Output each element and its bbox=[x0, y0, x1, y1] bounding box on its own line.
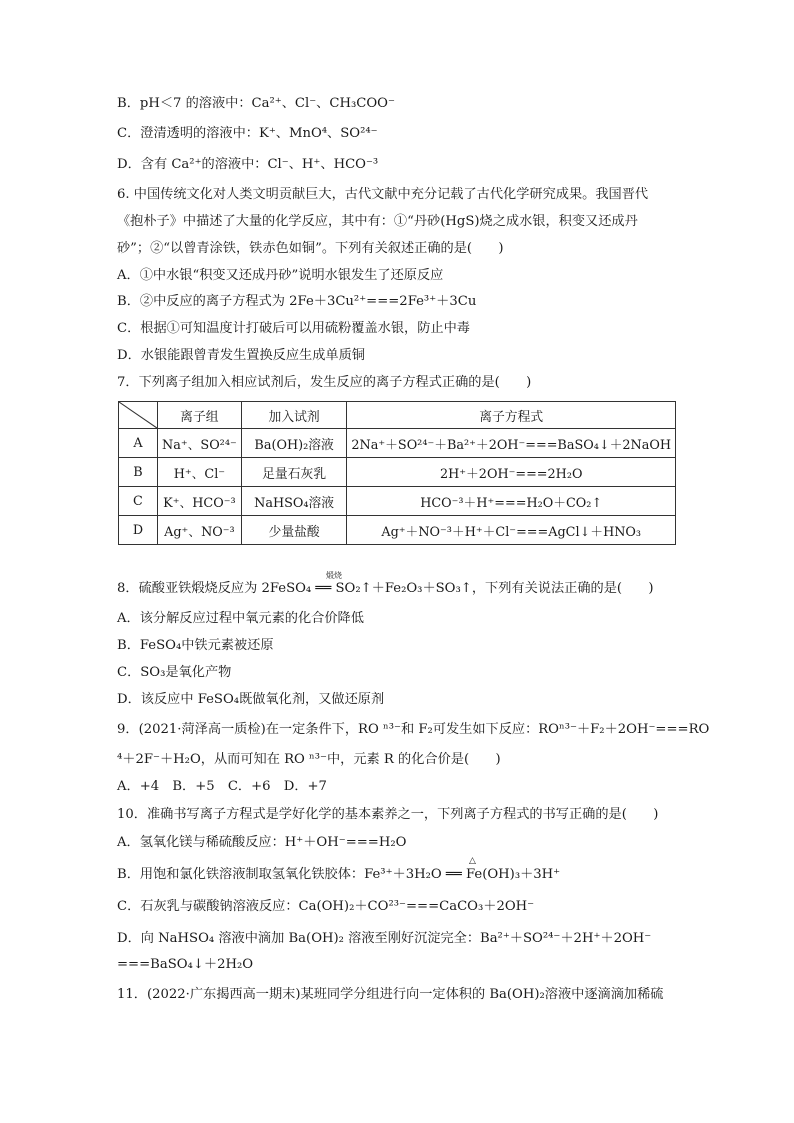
ion-group-cell: Na⁺、SO²⁴⁻ bbox=[157, 429, 241, 458]
ion-group-cell: H⁺、Cl⁻ bbox=[157, 458, 241, 487]
option-a-q6: A．①中水银“积变又还成丹砂”说明水银发生了还原反应 bbox=[117, 268, 444, 283]
option-b-q6: B．②中反应的离子方程式为 2Fe＋3Cu²⁺===2Fe³⁺＋3Cu bbox=[117, 294, 477, 309]
table-diagonal-cell bbox=[119, 402, 158, 429]
question-10-stem: 10．准确书写离子方程式是学好化学的基本素养之一，下列离子方程式的书写正确的是( ) bbox=[117, 807, 659, 822]
equation-cell: HCO⁻³＋H⁺===H₂O＋CO₂↑ bbox=[347, 487, 676, 516]
option-a-q10: A．氢氧化镁与稀硫酸反应：H⁺＋OH⁻===H₂O bbox=[117, 835, 407, 850]
option-c-q5: C．澄清透明的溶液中：K⁺、MnO⁴、SO²⁴⁻ bbox=[117, 126, 378, 141]
reagent-cell: Ba(OH)₂溶液 bbox=[241, 429, 347, 458]
option-c-q6: C．根据①可知温度计打破后可以用硫粉覆盖水银，防止中毒 bbox=[117, 321, 470, 336]
row-label: C bbox=[119, 487, 158, 516]
table-header-row bbox=[119, 402, 676, 429]
option-d-q5: D．含有 Ca²⁺的溶液中：Cl⁻、H⁺、HCO⁻³ bbox=[117, 157, 379, 172]
table-row bbox=[119, 458, 676, 487]
option-b-q5: B．pH＜7 的溶液中：Ca²⁺、Cl⁻、CH₃COO⁻ bbox=[117, 96, 395, 111]
reagent-cell: 足量石灰乳 bbox=[241, 458, 347, 487]
row-label: A bbox=[119, 429, 158, 458]
ion-group-cell: Ag⁺、NO⁻³ bbox=[157, 516, 241, 545]
q8-reaction-condition: 煅烧 bbox=[326, 571, 342, 580]
table-row bbox=[119, 487, 676, 516]
question-6-line-1: 6. 中国传统文化对人类文明贡献巨大，古代文献中充分记载了古代化学研究成果。我国晋代 bbox=[117, 187, 649, 202]
reagent-cell: 少量盐酸 bbox=[241, 516, 347, 545]
equation-cell: 2Na⁺＋SO²⁴⁻＋Ba²⁺＋2OH⁻===BaSO₄↓＋2NaOH bbox=[347, 429, 676, 458]
question-9-line-2: ⁴＋2F⁻＋H₂O，从而可知在 RO ⁿ³⁻中，元素 R 的化合价是( ) bbox=[117, 752, 501, 767]
table-row bbox=[119, 429, 676, 458]
question-7-stem: 7．下列离子组加入相应试剂后，发生反应的离子方程式正确的是( ) bbox=[117, 375, 532, 390]
reagent-cell: NaHSO₄溶液 bbox=[241, 487, 347, 516]
option-d-q8: D．该反应中 FeSO₄既做氧化剂，又做还原剂 bbox=[117, 692, 385, 707]
question-7-table bbox=[118, 401, 676, 545]
option-b-q8: B．FeSO₄中铁元素被还原 bbox=[117, 638, 274, 653]
q10-heat-condition: △ bbox=[469, 856, 476, 866]
question-6-line-2: 《抱朴子》中描述了大量的化学反应，其中有：①“丹砂(HgS)烧之成水银，积变又还成丹 bbox=[117, 214, 638, 229]
row-label: D bbox=[119, 516, 158, 545]
equation-cell: Ag⁺＋NO⁻³＋H⁺＋Cl⁻===AgCl↓＋HNO₃ bbox=[347, 516, 676, 545]
question-6-line-3: 砂”；②“以曾青涂铁，铁赤色如铜”。下列有关叙述正确的是( ) bbox=[117, 241, 504, 256]
option-d-q6: D．水银能跟曾青发生置换反应生成单质铜 bbox=[117, 348, 365, 363]
ion-group-cell: K⁺、HCO⁻³ bbox=[157, 487, 241, 516]
option-a-q8: A．该分解反应过程中氧元素的化合价降低 bbox=[117, 611, 364, 626]
option-d-q10-line-2: ===BaSO₄↓＋2H₂O bbox=[117, 957, 254, 972]
table-row bbox=[119, 516, 676, 545]
header-equation: 离子方程式 bbox=[347, 402, 676, 429]
question-8-stem: 8．硫酸亚铁煅烧反应为 2FeSO₄ ══ SO₂↑＋Fe₂O₃＋SO₃↑，下列有关说法正确的是( ) bbox=[117, 581, 654, 596]
header-ion-group: 离子组 bbox=[157, 402, 241, 429]
question-9-line-1: 9．(2021·菏泽高一质检)在一定条件下，RO ⁿ³⁻和 F₂可发生如下反应：ROⁿ³⁻＋F₂＋2OH⁻===RO bbox=[117, 722, 710, 737]
row-label: B bbox=[119, 458, 158, 487]
question-11-stem: 11．(2022·广东揭西高一期末)某班同学分组进行向一定体积的 Ba(OH)₂溶液中逐滴滴加稀硫 bbox=[117, 987, 664, 1002]
equation-cell: 2H⁺＋2OH⁻===2H₂O bbox=[347, 458, 676, 487]
option-b-q10: B．用饱和氯化铁溶液制取氢氧化铁胶体：Fe³⁺＋3H₂O ══ Fe(OH)₃＋3H⁺ bbox=[117, 867, 561, 882]
option-c-q10: C．石灰乳与碳酸钠溶液反应：Ca(OH)₂＋CO²³⁻===CaCO₃＋2OH⁻ bbox=[117, 899, 535, 914]
option-d-q10-line-1: D．向 NaHSO₄ 溶液中滴加 Ba(OH)₂ 溶液至刚好沉淀完全：Ba²⁺＋SO²⁴⁻＋2H⁺＋2OH⁻ bbox=[117, 931, 652, 946]
question-9-options: A．+4 B．+5 C．+6 D．+7 bbox=[117, 779, 327, 794]
option-c-q8: C．SO₃是氧化产物 bbox=[117, 665, 232, 680]
header-reagent: 加入试剂 bbox=[241, 402, 347, 429]
